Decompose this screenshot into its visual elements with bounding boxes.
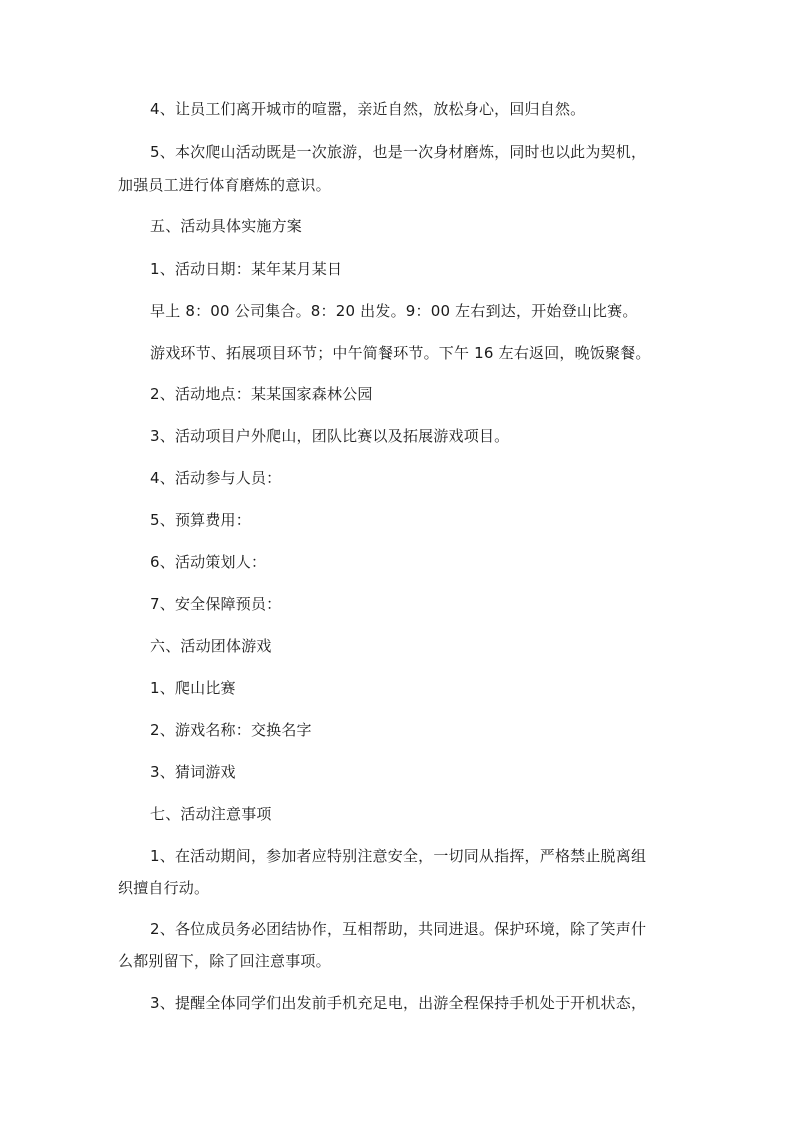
text-line: 织擅自行动。 [118,879,210,897]
text-line: 5、预算费用： [150,511,251,529]
text-line: 加强员工进行体育磨炼的意识。 [118,176,331,194]
text-line: 5、本次爬山活动既是一次旅游，也是一次身材磨炼，同时也以此为契机， [150,143,647,161]
text-line: 1、活动日期：某年某月某日 [150,260,343,278]
text-line: 2、各位成员务必团结协作，互相帮助，共同进退。保护环境，除了笑声什 [150,920,647,938]
text-line: 4、让员工们离开城市的喧嚣，亲近自然，放松身心，回归自然。 [150,100,586,118]
text-line: 早上 8：00 公司集合。8：20 出发。9：00 左右到达，开始登山比赛。 [150,302,638,320]
text-line: 2、活动地点：某某国家森林公园 [150,385,373,403]
text-line: 1、在活动期间，参加者应特别注意安全，一切同从指挥，严格禁止脱离组 [150,847,647,865]
text-line: 么都别留下，除了回注意事项。 [118,952,331,970]
section-heading: 六、活动团体游戏 [150,637,272,655]
text-line: 游戏环节、拓展项目环节；中午简餐环节。下午 16 左右返回，晚饭聚餐。 [150,344,651,362]
text-line: 1、爬山比赛 [150,679,236,697]
text-line: 2、游戏名称：交换名字 [150,721,312,739]
text-line: 3、活动项目户外爬山，团队比赛以及拓展游戏项目。 [150,427,510,445]
section-heading: 七、活动注意事项 [150,805,272,823]
text-line: 7、安全保障预员： [150,595,282,613]
text-line: 4、活动参与人员： [150,469,282,487]
section-heading: 五、活动具体实施方案 [150,217,303,235]
text-line: 6、活动策划人： [150,553,267,571]
text-line: 3、提醒全体同学们出发前手机充足电，出游全程保持手机处于开机状态， [150,994,647,1012]
text-line: 3、猜词游戏 [150,763,236,781]
